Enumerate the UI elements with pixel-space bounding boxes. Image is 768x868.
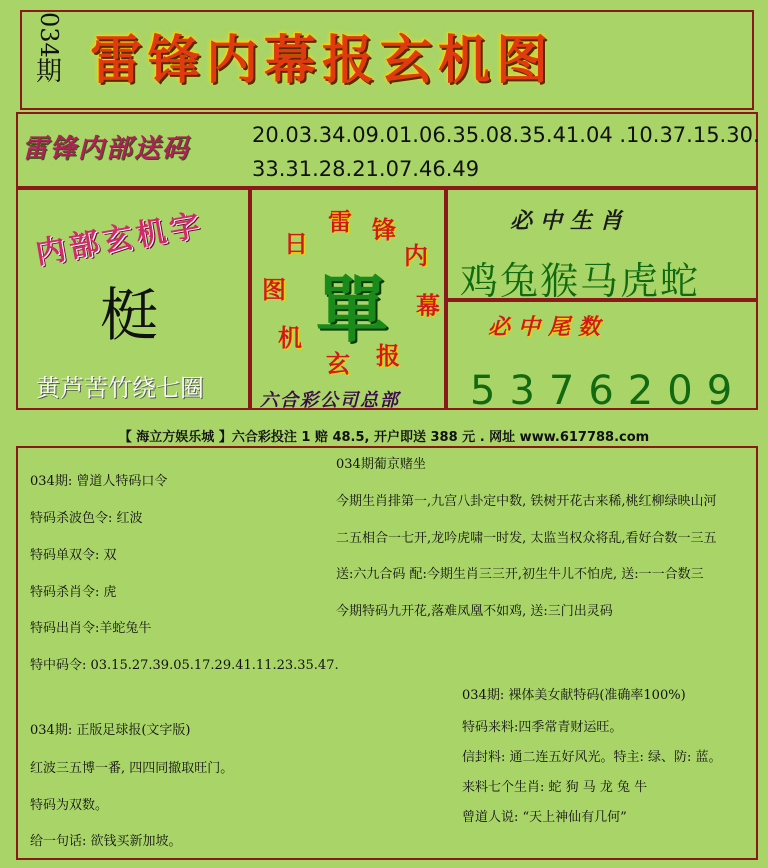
left-line: 034期: 曾道人特码口令	[30, 474, 168, 489]
ring-char: 锋	[372, 215, 396, 244]
page-title: 雷锋内幕报玄机图	[90, 30, 555, 91]
ad-banner: 【 海立方娱乐城 】六合彩投注 1 赔 48.5, 开户即送 388 元 . 网址 www.617788.com	[118, 430, 650, 445]
issue-label	[28, 12, 70, 112]
left-line: 特码单双令: 双	[30, 548, 117, 563]
inner-codes-line-1: 20.03.34.09.01.06.35.08.35.41.04 .10.37.15.30.	[252, 123, 760, 147]
zodiac-values: 鸡兔猴马虎蛇	[460, 259, 701, 303]
inner-codes-title: 雷锋内部送码	[22, 134, 191, 164]
issue-suffix: 期	[35, 56, 62, 87]
ring-char: 内	[404, 241, 428, 270]
ring-char: 雷	[328, 207, 352, 236]
ring-char: 玄	[326, 349, 350, 378]
tail-title: 必中尾数	[488, 314, 609, 340]
beauty-line: 特码来料:四季常青财运旺。	[462, 720, 623, 735]
macau-line: 今期特码九开花,落难凤凰不如鸡, 送:三门出灵码	[336, 604, 613, 619]
left-line: 特码出肖令:羊蛇兔牛	[30, 621, 152, 636]
ring-char: 报	[376, 341, 400, 370]
football-line: 034期: 正版足球报(文字版)	[30, 723, 191, 738]
beauty-line: 来料七个生肖: 蛇 狗 马 龙 兔 牛	[462, 780, 648, 795]
ring-char: 日	[284, 229, 308, 258]
football-line: 红波三五博一番, 四四同撤取旺门。	[30, 761, 234, 776]
macau-line: 送:六九合码 配:今期生肖三三开,初生牛儿不怕虎, 送:一一合数三	[336, 567, 704, 582]
inner-codes-list	[252, 118, 762, 186]
ring-char: 图	[262, 275, 286, 304]
issue-number: 034	[35, 12, 63, 58]
ring-char: 幕	[416, 291, 440, 320]
beauty-line: 034期: 裸体美女献特码(准确率100%)	[462, 688, 686, 703]
left-line: 特码杀肖令: 虎	[30, 585, 117, 600]
mystery-phrase: 黄芦苦竹绕七圈	[36, 374, 204, 402]
macau-line: 二五相合一七开,龙吟虎啸一时发, 太监当权众将乱,看好合数一三五	[336, 531, 717, 546]
football-line: 特码为双数。	[30, 798, 109, 813]
macau-line: 034期葡京赌坐	[336, 457, 426, 472]
macau-line: 今期生肖排第一,九宫八卦定中数, 铁树开花古来稀,桃红柳绿映山河	[336, 494, 717, 509]
left-line: 特中码令: 03.15.27.39.05.17.29.41.11.23.35.47.	[30, 658, 339, 673]
tail-values: 5376209	[470, 368, 747, 414]
hq-label: 六合彩公司总部	[260, 390, 400, 411]
odd-even-char: 單	[316, 267, 389, 352]
inner-codes-line-2: 33.31.28.21.07.46.49	[252, 157, 480, 181]
mystery-title: 内部玄机字	[32, 207, 207, 272]
beauty-line: 信封料: 通二连五好风光。特主: 绿、防: 蓝。	[462, 750, 722, 765]
mystery-char: 梃	[100, 281, 159, 349]
left-line: 特码杀波色令: 红波	[30, 511, 143, 526]
football-line: 给一句话: 欲钱买新加坡。	[30, 834, 182, 849]
zodiac-title: 必中生肖	[510, 208, 631, 234]
ring-char: 机	[278, 323, 302, 352]
beauty-line: 曾道人说: “天上神仙有几何”	[462, 810, 627, 825]
